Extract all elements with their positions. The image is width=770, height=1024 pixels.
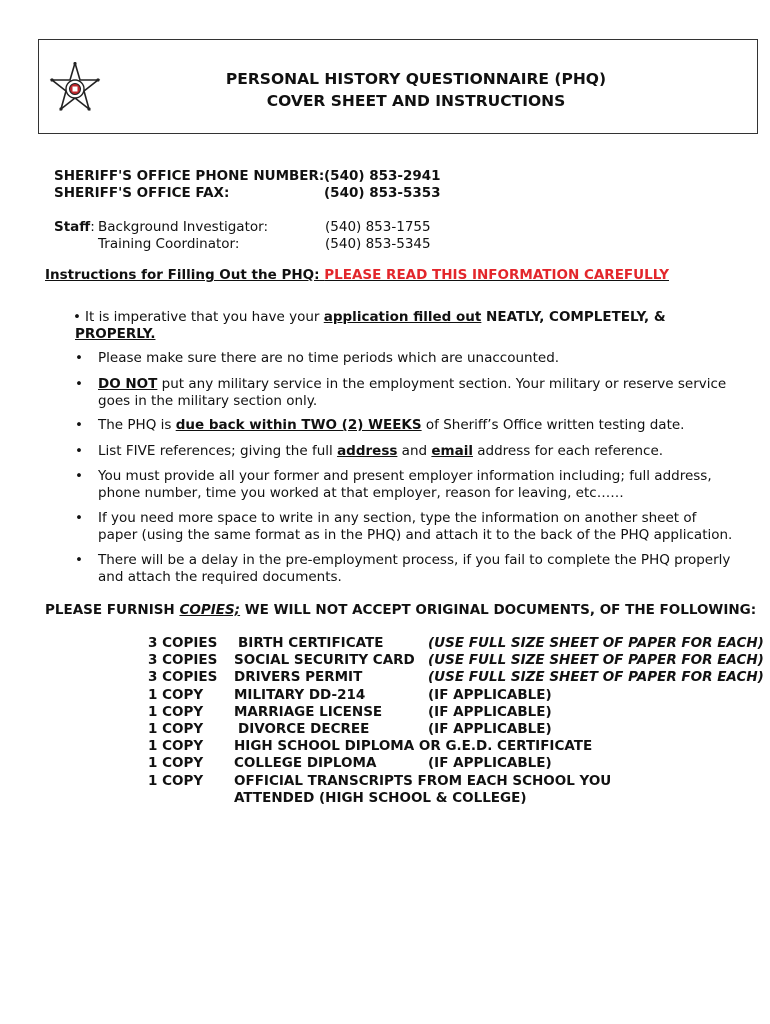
doc-qty: 1 COPY [148,686,204,703]
doc-name: SOCIAL SECURITY CARD [234,652,415,669]
bullet-icon: • [75,417,83,433]
b5-pre: List FIVE references; giving the full [98,443,338,459]
b8-text: There will be a delay in the pre-employment process, if you fail to complete the PHQ properly and attach the required documents. [98,552,731,585]
bullet-icon: • [75,510,83,526]
b5-mid: and [397,443,432,459]
doc-qty: 1 COPY [148,703,204,720]
header-box [38,39,758,134]
page-title [39,68,757,112]
doc-note: (IF APPLICABLE) [428,703,552,720]
list-item [75,376,735,410]
b1-pre: It is imperative that you have your [85,309,324,325]
bullet-icon: • [75,443,83,459]
list-item [75,552,735,586]
doc-qty: 3 COPIES [148,635,218,651]
list-item [75,468,735,502]
title-line-1: PERSONAL HISTORY QUESTIONNAIRE (PHQ) [225,70,607,88]
doc-note: (USE FULL SIZE SHEET OF PAPER FOR EACH) [428,635,764,651]
b5-email: email [431,443,473,459]
b1-underlined: application filled out [323,309,482,325]
list-item [75,417,735,434]
doc-name: COLLEGE DIPLOMA [234,755,377,772]
fax-value: (540) 853-5353 [324,185,441,201]
list-item [75,443,735,460]
doc-qty: 1 COPY [148,738,204,755]
doc-note: (USE FULL SIZE SHEET OF PAPER FOR EACH) [428,652,764,669]
b1-line2: PROPERLY. [75,326,156,342]
b5-post: address for each reference. [472,443,664,459]
doc-name: DIVORCE DECREE [238,720,370,737]
b1-post: NEATLY, COMPLETELY, & [481,309,666,325]
b6-text: You must provide all your former and present employer information including; full address, phone number, time you worked at that employer, reason for leaving, etc…… [98,468,712,501]
doc-qty: 1 COPY [148,772,204,789]
bg-investigator-value: (540) 853-1755 [325,219,431,235]
doc-name: ATTENDED (HIGH SCHOOL & COLLEGE) [234,789,527,806]
doc-qty: 1 COPY [148,720,204,737]
furnish-heading [45,602,756,618]
doc-qty: 3 COPIES [148,652,218,669]
list-item [73,309,733,343]
instructions-heading-text: Instructions for Filling Out the PHQ: [45,267,320,283]
training-coordinator-value: (540) 853-5345 [325,236,431,252]
title-line-2: COVER SHEET AND INSTRUCTIONS [266,92,566,110]
b4-post: of Sheriff’s Office written testing date. [421,417,685,433]
instructions-heading-warning: PLEASE READ THIS INFORMATION CAREFULLY [324,267,669,283]
phone-label: SHERIFF'S OFFICE PHONE NUMBER: [54,168,325,184]
b3-underlined: DO NOT [98,376,158,392]
bullet-icon: • [75,376,83,392]
b5-address: address [337,443,398,459]
b3-post: put any military service in the employment section. Your military or reserve service goes in the military section only. [98,376,727,409]
bullet-icon: • [75,350,83,366]
list-item [75,350,735,367]
phone-value: (540) 853-2941 [324,168,441,184]
bg-investigator-label: Background Investigator: [98,219,268,235]
b4-underlined: due back within TWO (2) WEEKS [175,417,422,433]
doc-name: DRIVERS PERMIT [234,669,363,686]
doc-name: HIGH SCHOOL DIPLOMA OR G.E.D. CERTIFICATE [234,738,593,755]
doc-name: BIRTH CERTIFICATE [238,635,384,651]
doc-note: (IF APPLICABLE) [428,755,552,772]
doc-note: (IF APPLICABLE) [428,686,552,703]
doc-note: (IF APPLICABLE) [428,720,552,737]
doc-qty: 3 COPIES [148,669,218,686]
doc-name: MARRIAGE LICENSE [234,703,383,720]
list-item [75,510,735,544]
fax-label: SHERIFF'S OFFICE FAX: [54,185,230,201]
bullet-icon: • [73,309,81,325]
doc-qty: 1 COPY [148,755,204,772]
doc-name: MILITARY DD-214 [234,686,366,703]
training-coordinator-label: Training Coordinator: [98,236,240,252]
doc-name: OFFICIAL TRANSCRIPTS FROM EACH SCHOOL YOU [234,772,612,789]
furnish-pre: PLEASE FURNISH [45,602,180,618]
b4-pre: The PHQ is [98,417,176,433]
bullet-icon: • [75,552,83,568]
staff-label: Staff [54,219,91,235]
b7-text: If you need more space to write in any section, type the information on another sheet of paper (using the same format as in the PHQ) and attach it to the back of the PHQ application. [98,510,733,543]
furnish-post: WE WILL NOT ACCEPT ORIGINAL DOCUMENTS, OF THE FOLLOWING: [240,602,757,618]
bullet-icon: • [75,468,83,484]
instructions-heading [45,267,669,283]
b2-text: Please make sure there are no time periods which are unaccounted. [98,350,560,366]
doc-note: (USE FULL SIZE SHEET OF PAPER FOR EACH) [428,669,764,686]
staff-label-wrap: Staff: [54,219,95,235]
furnish-copies: COPIES; [179,602,241,618]
